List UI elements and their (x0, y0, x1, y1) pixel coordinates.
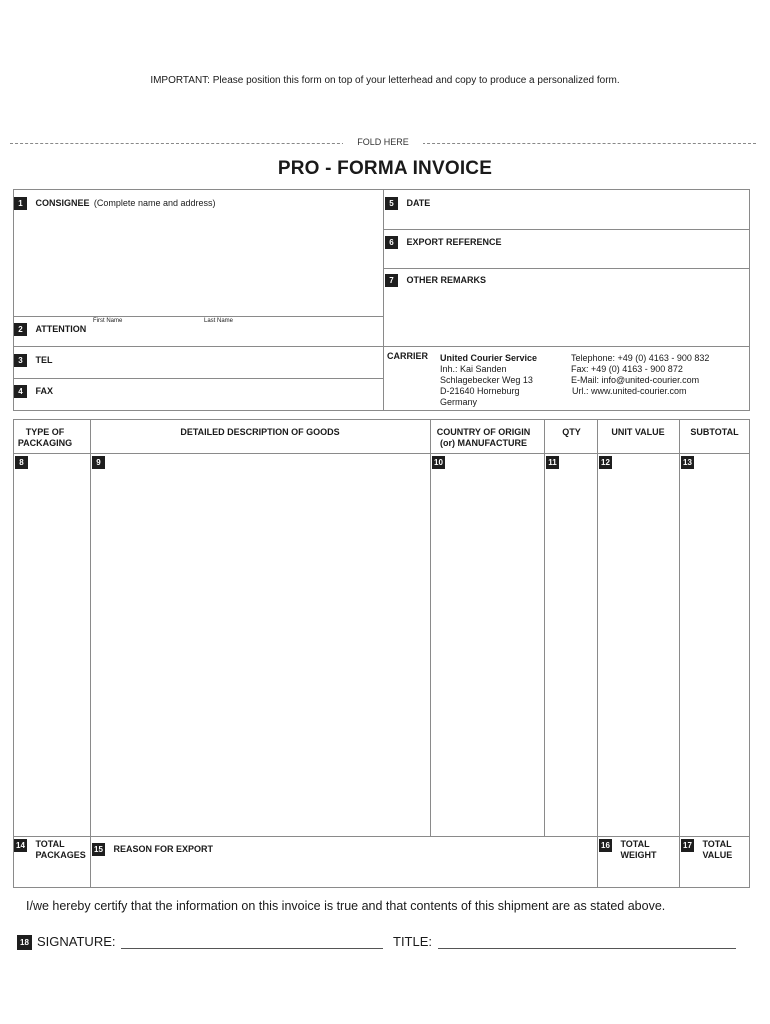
date-field[interactable] (385, 193, 430, 211)
column-header-country (430, 427, 537, 449)
fold-line-left (10, 143, 350, 144)
field-number-badge: 13 (681, 456, 694, 469)
label-line: TOTAL (35, 839, 65, 849)
field-number-badge: 18 (17, 935, 32, 950)
goods-header-divider (13, 453, 750, 454)
packaging-input-area[interactable] (14, 472, 89, 835)
column-header-line: UNIT VALUE (611, 427, 665, 437)
total-value-field[interactable] (681, 839, 732, 863)
consignee-hint: (Complete name and address) (93, 198, 216, 208)
subtotal-input-area[interactable] (680, 472, 749, 835)
field-number-badge: 7 (385, 274, 398, 287)
page-title: PRO - FORMA INVOICE (277, 158, 493, 179)
column-header-line: PACKAGING (17, 438, 73, 448)
description-input-area[interactable] (91, 472, 429, 835)
total-packages-label (35, 839, 85, 861)
column-header-qty (544, 427, 599, 438)
carrier-address-line: Schlagebecker Weg 13 (440, 375, 533, 385)
total-value-label (702, 839, 732, 861)
column-header-description (90, 427, 430, 438)
column-header-line: COUNTRY OF ORIGIN (436, 427, 531, 437)
carrier-address-line: Germany (440, 397, 478, 407)
label-line: VALUE (702, 850, 733, 860)
column-header-line: TYPE OF (25, 427, 65, 437)
reason-for-export-label: REASON FOR EXPORT (113, 844, 213, 854)
label-line: TOTAL (620, 839, 650, 849)
divider-tel (13, 378, 383, 379)
label-line: TOTAL (702, 839, 732, 849)
fax-field[interactable] (14, 381, 53, 399)
column-header-line: (or) MANUFACTURE (440, 438, 527, 448)
carrier-address-line: D-21640 Horneburg (440, 386, 520, 396)
column-header-unit-value (597, 427, 679, 438)
other-remarks-label: OTHER REMARKS (406, 275, 486, 285)
carrier-fax: Fax: +49 (0) 4163 - 900 872 (571, 364, 683, 374)
carrier-url: Url.: www.united-courier.com (572, 386, 687, 396)
carrier-label: CARRIER (387, 351, 429, 361)
column-header-line: DETAILED DESCRIPTION OF GOODS (180, 427, 340, 437)
country-input-area[interactable] (431, 472, 543, 835)
total-weight-field[interactable] (599, 839, 656, 863)
date-label: DATE (406, 198, 431, 208)
field-number-badge: 11 (546, 456, 559, 469)
column-header-line: QTY (562, 427, 581, 437)
field-number-badge: 12 (599, 456, 612, 469)
divider-attention (13, 346, 750, 347)
certification-statement: I/we hereby certify that the information on this invoice is true and that contents of this shipment are as stated above. (26, 899, 666, 913)
field-number-badge: 2 (14, 323, 27, 336)
consignee-field[interactable] (14, 193, 215, 211)
last-name-label: Last Name (204, 318, 234, 324)
export-reference-label: EXPORT REFERENCE (406, 237, 502, 247)
fold-line-right (412, 143, 756, 144)
field-number-badge: 14 (14, 839, 27, 852)
total-weight-label (620, 839, 656, 861)
reason-for-export-field[interactable] (92, 839, 213, 857)
tel-field[interactable] (14, 350, 52, 368)
field-number-badge: 3 (14, 354, 27, 367)
qty-input-area[interactable] (545, 472, 596, 835)
attention-label: ATTENTION (35, 324, 87, 334)
label-line: PACKAGES (35, 850, 86, 860)
field-number-badge: 10 (432, 456, 445, 469)
signature-label: SIGNATURE: (37, 934, 116, 949)
unit-value-input-area[interactable] (598, 472, 678, 835)
label-line: WEIGHT (620, 850, 657, 860)
carrier-contact-block (571, 353, 709, 397)
carrier-email: E-Mail: info@united-courier.com (571, 375, 700, 385)
column-header-line: SUBTOTAL (690, 427, 739, 437)
goods-footer-divider (13, 836, 750, 837)
field-number-badge: 6 (385, 236, 398, 249)
field-number-badge: 8 (15, 456, 28, 469)
attention-field[interactable] (14, 319, 86, 337)
field-number-badge: 9 (92, 456, 105, 469)
carrier-address-line: Inh.: Kai Sanden (440, 364, 507, 374)
column-header-packaging (13, 427, 77, 449)
divider-export-ref (383, 268, 750, 269)
other-remarks-field[interactable] (385, 270, 486, 288)
divider-consignee (13, 316, 383, 317)
carrier-address-block (440, 353, 537, 408)
export-reference-field[interactable] (385, 232, 501, 250)
fold-here-label: FOLD HERE (343, 137, 423, 147)
field-number-badge: 5 (385, 197, 398, 210)
carrier-name: United Courier Service (440, 353, 538, 363)
title-label: TITLE: (393, 934, 433, 949)
consignee-label: CONSIGNEE (35, 198, 90, 208)
column-header-subtotal (679, 427, 750, 438)
fax-label: FAX (35, 386, 53, 396)
first-name-label: First Name (93, 318, 123, 324)
divider-vertical (383, 189, 384, 411)
carrier-telephone: Telephone: +49 (0) 4163 - 900 832 (571, 353, 710, 363)
field-number-badge: 16 (599, 839, 612, 852)
field-number-badge: 4 (14, 385, 27, 398)
title-line[interactable] (438, 948, 736, 949)
field-number-badge: 1 (14, 197, 27, 210)
important-note: IMPORTANT: Please position this form on top of your letterhead and copy to produce a personalized form. (150, 75, 620, 86)
signature-line[interactable] (121, 948, 383, 949)
field-number-badge: 15 (92, 843, 105, 856)
field-number-badge: 17 (681, 839, 694, 852)
tel-label: TEL (35, 355, 53, 365)
total-packages-field[interactable] (14, 839, 86, 863)
divider-date (383, 229, 750, 230)
